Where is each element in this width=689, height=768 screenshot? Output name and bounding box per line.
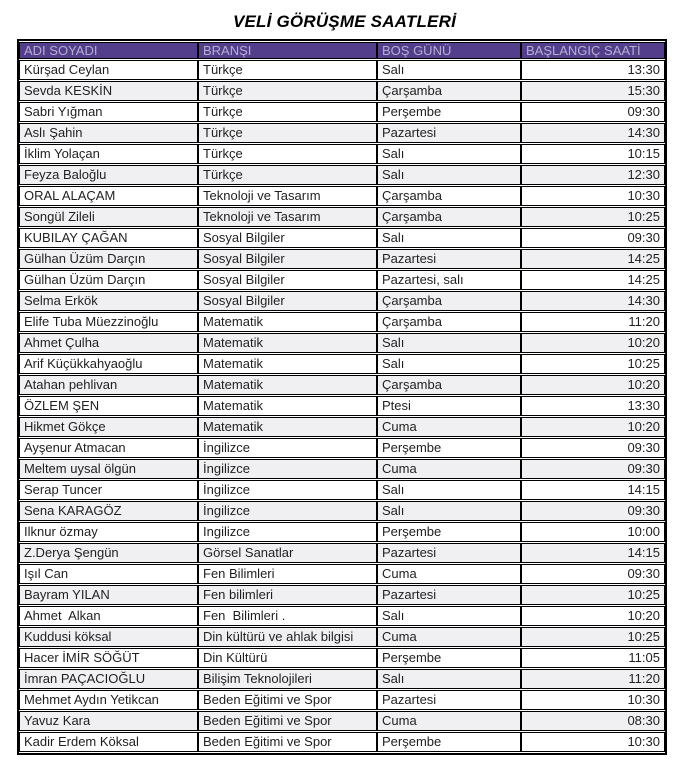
cell-start-time: 10:25 — [521, 207, 665, 227]
cell-free-day: Pazartesi — [377, 249, 521, 269]
cell-name: Selma Erkök — [19, 291, 198, 311]
cell-branch: Ingilizce — [198, 522, 377, 542]
cell-name: Serap Tuncer — [19, 480, 198, 500]
column-header-name: ADI SOYADI — [19, 42, 198, 59]
cell-branch: Türkçe — [198, 81, 377, 101]
cell-free-day: Cuma — [377, 627, 521, 647]
table-row — [19, 186, 665, 206]
cell-name: Gülhan Üzüm Darçın — [19, 249, 198, 269]
cell-name: İklim Yolaçan — [19, 144, 198, 164]
cell-name: Mehmet Aydın Yetikcan — [19, 690, 198, 710]
cell-branch: Türkçe — [198, 123, 377, 143]
cell-start-time: 10:25 — [521, 585, 665, 605]
cell-free-day: Pazartesi — [377, 585, 521, 605]
cell-start-time: 14:15 — [521, 543, 665, 563]
cell-free-day: Perşembe — [377, 522, 521, 542]
table-header — [19, 42, 665, 59]
cell-free-day: Salı — [377, 228, 521, 248]
cell-name: Ilknur özmay — [19, 522, 198, 542]
cell-branch: Türkçe — [198, 102, 377, 122]
cell-name: Atahan pehlivan — [19, 375, 198, 395]
cell-name: Kuddusi köksal — [19, 627, 198, 647]
table-row — [19, 312, 665, 332]
table-row — [19, 438, 665, 458]
table-row — [19, 564, 665, 584]
cell-branch: Fen Bilimleri . — [198, 606, 377, 626]
cell-branch: Sosyal Bilgiler — [198, 249, 377, 269]
cell-name: Yavuz Kara — [19, 711, 198, 731]
page-title: VELİ GÖRÜŞME SAATLERİ — [232, 12, 456, 31]
cell-name: Sabri Yığman — [19, 102, 198, 122]
table-row — [19, 648, 665, 668]
cell-start-time: 14:25 — [521, 249, 665, 269]
cell-free-day: Cuma — [377, 711, 521, 731]
cell-branch: Sosyal Bilgiler — [198, 270, 377, 290]
cell-branch: Matematik — [198, 375, 377, 395]
cell-start-time: 14:30 — [521, 123, 665, 143]
cell-name: İmran PAÇACIOĞLU — [19, 669, 198, 689]
table-row — [19, 522, 665, 542]
cell-name: Kadir Erdem Köksal — [19, 732, 198, 752]
cell-free-day: Salı — [377, 480, 521, 500]
cell-start-time: 09:30 — [521, 102, 665, 122]
cell-branch: Bilişim Teknolojileri — [198, 669, 377, 689]
cell-name: Ahmet Alkan — [19, 606, 198, 626]
cell-branch: İngilizce — [198, 438, 377, 458]
cell-free-day: Salı — [377, 669, 521, 689]
cell-name: Arif Küçükkahyaoğlu — [19, 354, 198, 374]
table-row — [19, 627, 665, 647]
cell-free-day: Salı — [377, 501, 521, 521]
table-row — [19, 480, 665, 500]
cell-start-time: 10:30 — [521, 690, 665, 710]
column-header-free-day: BOŞ GÜNÜ — [377, 42, 521, 59]
cell-name: Kürşad Ceylan — [19, 60, 198, 80]
cell-name: Işıl Can — [19, 564, 198, 584]
cell-start-time: 08:30 — [521, 711, 665, 731]
cell-free-day: Salı — [377, 165, 521, 185]
cell-free-day: Salı — [377, 606, 521, 626]
cell-branch: Matematik — [198, 417, 377, 437]
cell-branch: Din Kültürü — [198, 648, 377, 668]
cell-branch: Teknoloji ve Tasarım — [198, 186, 377, 206]
table-row — [19, 459, 665, 479]
table-row — [19, 270, 665, 290]
cell-start-time: 11:20 — [521, 669, 665, 689]
cell-start-time: 15:30 — [521, 81, 665, 101]
cell-start-time: 11:20 — [521, 312, 665, 332]
cell-free-day: Perşembe — [377, 732, 521, 752]
cell-branch: Sosyal Bilgiler — [198, 291, 377, 311]
cell-free-day: Salı — [377, 354, 521, 374]
cell-start-time: 10:15 — [521, 144, 665, 164]
table-row — [19, 417, 665, 437]
cell-free-day: Çarşamba — [377, 291, 521, 311]
cell-free-day: Çarşamba — [377, 81, 521, 101]
cell-branch: Görsel Sanatlar — [198, 543, 377, 563]
cell-branch: Din kültürü ve ahlak bilgisi — [198, 627, 377, 647]
cell-free-day: Pazartesi — [377, 543, 521, 563]
cell-branch: Teknoloji ve Tasarım — [198, 207, 377, 227]
cell-free-day: Perşembe — [377, 648, 521, 668]
table-row — [19, 228, 665, 248]
cell-name: ORAL ALAÇAM — [19, 186, 198, 206]
cell-start-time: 10:30 — [521, 186, 665, 206]
cell-branch: Beden Eğitimi ve Spor — [198, 711, 377, 731]
cell-free-day: Çarşamba — [377, 375, 521, 395]
cell-start-time: 12:30 — [521, 165, 665, 185]
cell-free-day: Çarşamba — [377, 312, 521, 332]
table-body — [19, 60, 665, 752]
cell-start-time: 10:25 — [521, 627, 665, 647]
cell-start-time: 13:30 — [521, 60, 665, 80]
cell-start-time: 11:05 — [521, 648, 665, 668]
cell-name: KUBILAY ÇAĞAN — [19, 228, 198, 248]
table-row — [19, 732, 665, 752]
table-row — [19, 249, 665, 269]
cell-start-time: 10:30 — [521, 732, 665, 752]
cell-start-time: 14:25 — [521, 270, 665, 290]
cell-free-day: Cuma — [377, 564, 521, 584]
cell-free-day: Pazartesi, salı — [377, 270, 521, 290]
cell-name: Hacer İMİR SÖĞÜT — [19, 648, 198, 668]
cell-branch: Beden Eğitimi ve Spor — [198, 690, 377, 710]
cell-start-time: 10:25 — [521, 354, 665, 374]
cell-branch: Fen bilimleri — [198, 585, 377, 605]
cell-name: Sena KARAGÖZ — [19, 501, 198, 521]
table-row — [19, 207, 665, 227]
cell-free-day: Çarşamba — [377, 207, 521, 227]
cell-branch: Türkçe — [198, 165, 377, 185]
table-row — [19, 165, 665, 185]
cell-name: Songül Zileli — [19, 207, 198, 227]
table-row — [19, 501, 665, 521]
cell-name: Meltem uysal ölgün — [19, 459, 198, 479]
cell-free-day: Perşembe — [377, 438, 521, 458]
table-row — [19, 543, 665, 563]
cell-start-time: 13:30 — [521, 396, 665, 416]
cell-name: Gülhan Üzüm Darçın — [19, 270, 198, 290]
cell-free-day: Salı — [377, 60, 521, 80]
cell-start-time: 10:00 — [521, 522, 665, 542]
cell-start-time: 09:30 — [521, 501, 665, 521]
cell-start-time: 09:30 — [521, 438, 665, 458]
cell-branch: Beden Eğitimi ve Spor — [198, 732, 377, 752]
cell-start-time: 10:20 — [521, 375, 665, 395]
cell-branch: İngilizce — [198, 459, 377, 479]
cell-free-day: Cuma — [377, 417, 521, 437]
table-row — [19, 585, 665, 605]
cell-start-time: 14:15 — [521, 480, 665, 500]
cell-start-time: 09:30 — [521, 459, 665, 479]
table-row — [19, 396, 665, 416]
cell-free-day: Pazartesi — [377, 123, 521, 143]
cell-name: ÖZLEM ŞEN — [19, 396, 198, 416]
table-row — [19, 333, 665, 353]
cell-free-day: Salı — [377, 144, 521, 164]
cell-branch: Türkçe — [198, 60, 377, 80]
cell-name: Ahmet Çulha — [19, 333, 198, 353]
cell-free-day: Salı — [377, 333, 521, 353]
cell-name: Z.Derya Şengün — [19, 543, 198, 563]
table-row — [19, 375, 665, 395]
cell-free-day: Cuma — [377, 459, 521, 479]
cell-free-day: Perşembe — [377, 102, 521, 122]
cell-name: Elife Tuba Müezzinoğlu — [19, 312, 198, 332]
table-header-row — [19, 42, 665, 59]
cell-start-time: 10:20 — [521, 417, 665, 437]
cell-free-day: Pazartesi — [377, 690, 521, 710]
table-row — [19, 354, 665, 374]
table-row — [19, 606, 665, 626]
table-row — [19, 690, 665, 710]
table-row — [19, 123, 665, 143]
table-row — [19, 711, 665, 731]
table-row — [19, 81, 665, 101]
table-row — [19, 102, 665, 122]
cell-name: Aslı Şahin — [19, 123, 198, 143]
cell-name: Ayşenur Atmacan — [19, 438, 198, 458]
cell-start-time: 09:30 — [521, 228, 665, 248]
cell-start-time: 14:30 — [521, 291, 665, 311]
table-row — [19, 60, 665, 80]
cell-free-day: Ptesi — [377, 396, 521, 416]
cell-free-day: Çarşamba — [377, 186, 521, 206]
table-row — [19, 144, 665, 164]
cell-branch: Sosyal Bilgiler — [198, 228, 377, 248]
table-row — [19, 669, 665, 689]
cell-branch: Matematik — [198, 396, 377, 416]
cell-branch: Türkçe — [198, 144, 377, 164]
cell-branch: Matematik — [198, 312, 377, 332]
cell-name: Bayram YILAN — [19, 585, 198, 605]
cell-name: Sevda KESKİN — [19, 81, 198, 101]
cell-branch: Fen Bilimleri — [198, 564, 377, 584]
cell-branch: Matematik — [198, 354, 377, 374]
cell-start-time: 10:20 — [521, 333, 665, 353]
meeting-schedule-table — [17, 39, 667, 755]
cell-start-time: 09:30 — [521, 564, 665, 584]
table-row — [19, 291, 665, 311]
cell-branch: Matematik — [198, 333, 377, 353]
cell-branch: İngilizce — [198, 501, 377, 521]
column-header-start-time: BAŞLANGIÇ SAATİ — [521, 42, 665, 59]
cell-branch: İngilizce — [198, 480, 377, 500]
cell-start-time: 10:20 — [521, 606, 665, 626]
cell-name: Feyza Baloğlu — [19, 165, 198, 185]
column-header-branch: BRANŞI — [198, 42, 377, 59]
cell-name: Hikmet Gökçe — [19, 417, 198, 437]
